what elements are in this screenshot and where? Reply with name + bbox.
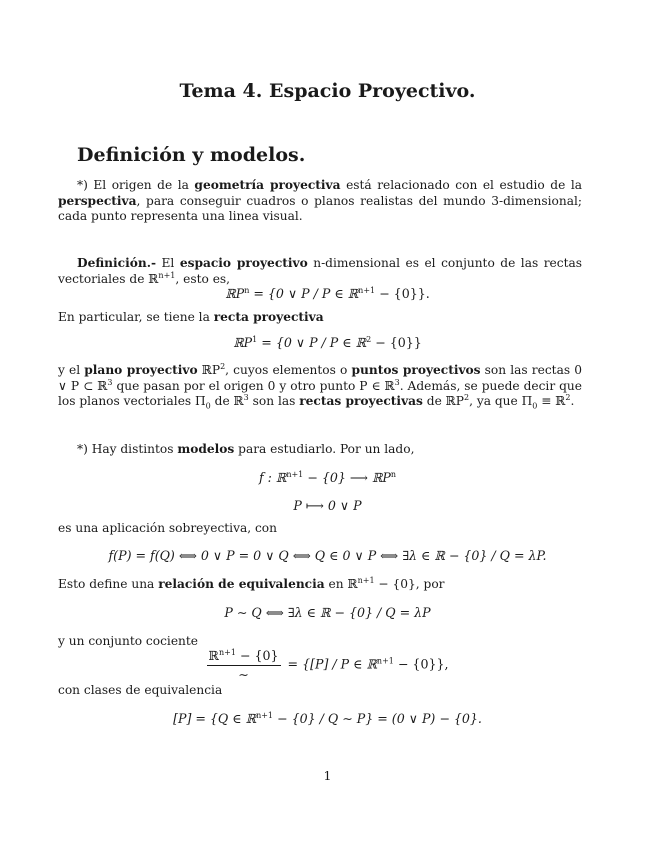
sobre-paragraph: es una aplicación sobreyectiva, con — [58, 521, 277, 535]
clases-paragraph: con clases de equivalencia — [58, 683, 223, 697]
recta-paragraph: En particular, se tiene la recta proyectiva — [58, 310, 324, 324]
quotient-fraction: $\frac{ℝ^{n+1} - \{0\}}{\sim}$ — [208, 647, 279, 682]
section-title: Definición y modelos. — [77, 144, 306, 166]
modelos-paragraph: *) Hay distintos modelos para estudiarlo. Por un lado, — [77, 442, 415, 456]
equation-equality: f(P) = f(Q) ⟺ 0 ∨ P = 0 ∨ Q ⟺ Q ∈ 0 ∨ P ⟺ ∃λ ∈ ℝ − {0} / Q = λP. — [108, 548, 547, 563]
equation-projective-line: ℝP$^1$ = {0 ∨ P / P ∈ ℝ$^2$ − {0}} — [233, 334, 422, 350]
intro-paragraph: *) El origen de la geometría proyectiva está relacionado con el estudio de la perspectiva, para conseguir cuadros o planos realistas del mundo 3-dimensional; cada punto representa una linea visual. — [58, 178, 582, 223]
chapter-title: Tema 4. Espacio Proyectivo. — [179, 80, 476, 102]
equation-quotient: $\frac{ℝ^{n+1} - \{0\}}{\sim}$ = {[P] / P ∈ ℝ$^{n+1}$ − {0}}, — [208, 647, 449, 682]
equation-map-f: f : ℝ$^{n+1}$ − {0} ⟶ ℝP$^n$ — [258, 469, 397, 485]
equation-relation: P ∼ Q ⟺ ∃λ ∈ ℝ − {0} / Q = λP — [224, 605, 431, 620]
equation-projective-space: ℝP$^n$ = {0 ∨ P / P ∈ ℝ$^{n+1}$ − {0}}. — [225, 285, 430, 301]
equivalence-paragraph: Esto define una relación de equivalencia en ℝ$^{n+1}$ − {0}, por — [58, 575, 445, 591]
cociente-paragraph: y un conjunto cociente — [58, 634, 198, 648]
equation-map-rule: P ⟼ 0 ∨ P — [293, 498, 362, 513]
page-number: 1 — [323, 768, 332, 783]
equation-classes: [P] = {Q ∈ ℝ$^{n+1}$ − {0} / Q ∼ P} = (0 ∨ P) − {0}. — [173, 710, 482, 726]
definition-paragraph: Definición.- El espacio proyectivo n-dimensional es el conjunto de las rectas vectoriales de ℝ$^{n+1}$, esto es, — [58, 256, 582, 286]
plano-paragraph: y el plano proyectivo ℝP$^2$, cuyos elementos o puntos proyectivos son las rectas 0 ∨ P ⊂ ℝ$^3$ que pasan por el origen 0 y otro punto P ∈ ℝ$^3$. Además, se puede decir que los planos vectoriales $\Pi_0$ de ℝ$^3$ son las rectas proyectivas de ℝP$^2$, ya que $\Pi_0$ ≡ ℝ$^2$. — [58, 361, 582, 411]
